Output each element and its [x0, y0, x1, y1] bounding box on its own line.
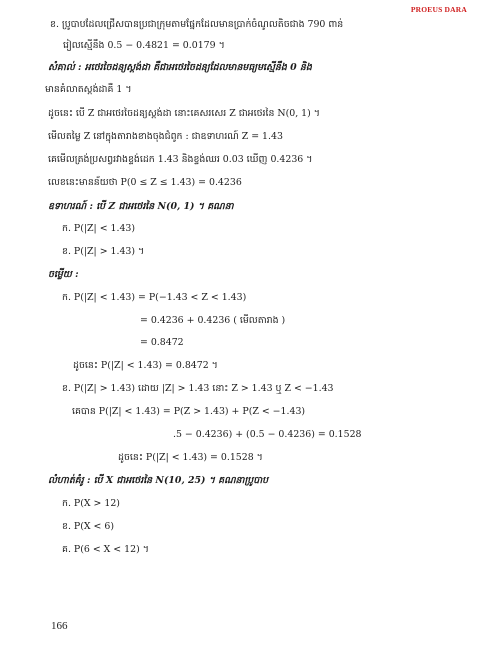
- answer-b-line-3: .5 − 0.4236) + (0.5 − 0.4236) = 0.1528: [173, 429, 362, 440]
- page-number: 166: [51, 620, 68, 632]
- text-line-7: គេមើលត្រង់ប្រសព្វរវាងខ្ទង់ដេក 1.43 និងខ្ទង់ឈរ 0.03 ឃើញ 0.4236 ។: [48, 154, 313, 165]
- text-line-8: លេខនេះមានន័យថា P(0 ≤ Z ≤ 1.43) = 0.4236: [48, 177, 242, 188]
- text-line-6: មើលតម្លៃ Z នៅក្នុងតារាងខាងចុងជំពូក : ជាឧទាហរណ៍ Z = 1.43: [48, 131, 283, 142]
- answer-b-conclusion: ដូចនេះ P(|Z| < 1.43) = 0.1528 ។: [118, 452, 263, 463]
- example-item-a: ក. P(|Z| < 1.43): [62, 223, 136, 234]
- exercise-heading-line: លំហាត់គំរូ : បើ X ជាអថេរនៃ N(10, 25) ។ គណនាប្រូបាប: [48, 475, 269, 486]
- note-heading-line: សំគាល់ : អថេរចៃដន្យស្តង់ដា គឺជាអថេរចៃដន្យដែលមានមធ្យមស្មើនឹង 0 និង: [48, 62, 312, 73]
- text-line-5: ដូចនេះ បើ Z ជាអថេរចៃដន្យស្តង់ដា នោះគេសរសេរ Z ជាអថេរនៃ N(0, 1) ។: [48, 108, 320, 119]
- exercise-item-c: គ. P(6 < X < 12) ។: [62, 544, 149, 555]
- answer-a-conclusion: ដូចនេះ P(|Z| < 1.43) = 0.8472 ។: [73, 360, 218, 371]
- exercise-item-a: ក. P(X > 12): [62, 498, 120, 509]
- answer-a-line-2: = 0.4236 + 0.4236 ( មើលតារាង ): [140, 315, 286, 326]
- text-line-1: ខ. ប្រូបាបដែលជ្រើសបានប្រជាក្រុមតាមផ្នែកដែលមានប្រាក់ចំណូលតិចជាង 790 ពាន់: [50, 19, 344, 30]
- answer-heading: ចម្លើយ :: [48, 269, 79, 280]
- text-line-4: មានគំលាតស្តង់ដាគឺ 1 ។: [45, 84, 132, 95]
- example-heading-line: ឧទាហរណ៍ : បើ Z ជាអថេរនៃ N(0, 1) ។ គណនា: [48, 201, 234, 212]
- answer-a-line-1: ក. P(|Z| < 1.43) = P(−1.43 < Z < 1.43): [62, 292, 247, 303]
- exercise-item-b: ខ. P(X < 6): [62, 521, 114, 532]
- answer-a-line-3: = 0.8472: [140, 337, 184, 348]
- example-item-b: ខ. P(|Z| > 1.43) ។: [62, 246, 145, 257]
- answer-b-line-2: គេបាន P(|Z| < 1.43) = P(Z > 1.43) + P(Z < −1.43): [72, 406, 306, 417]
- answer-b-line-1: ខ. P(|Z| > 1.43) ដោយ |Z| > 1.43 នោះ Z > 1.43 ឬ Z < −1.43: [62, 383, 334, 394]
- text-line-2: រៀលស្មើនឹង 0.5 − 0.4821 = 0.0179 ។: [63, 40, 225, 51]
- header-author-label: PROEUS DARA: [410, 5, 467, 14]
